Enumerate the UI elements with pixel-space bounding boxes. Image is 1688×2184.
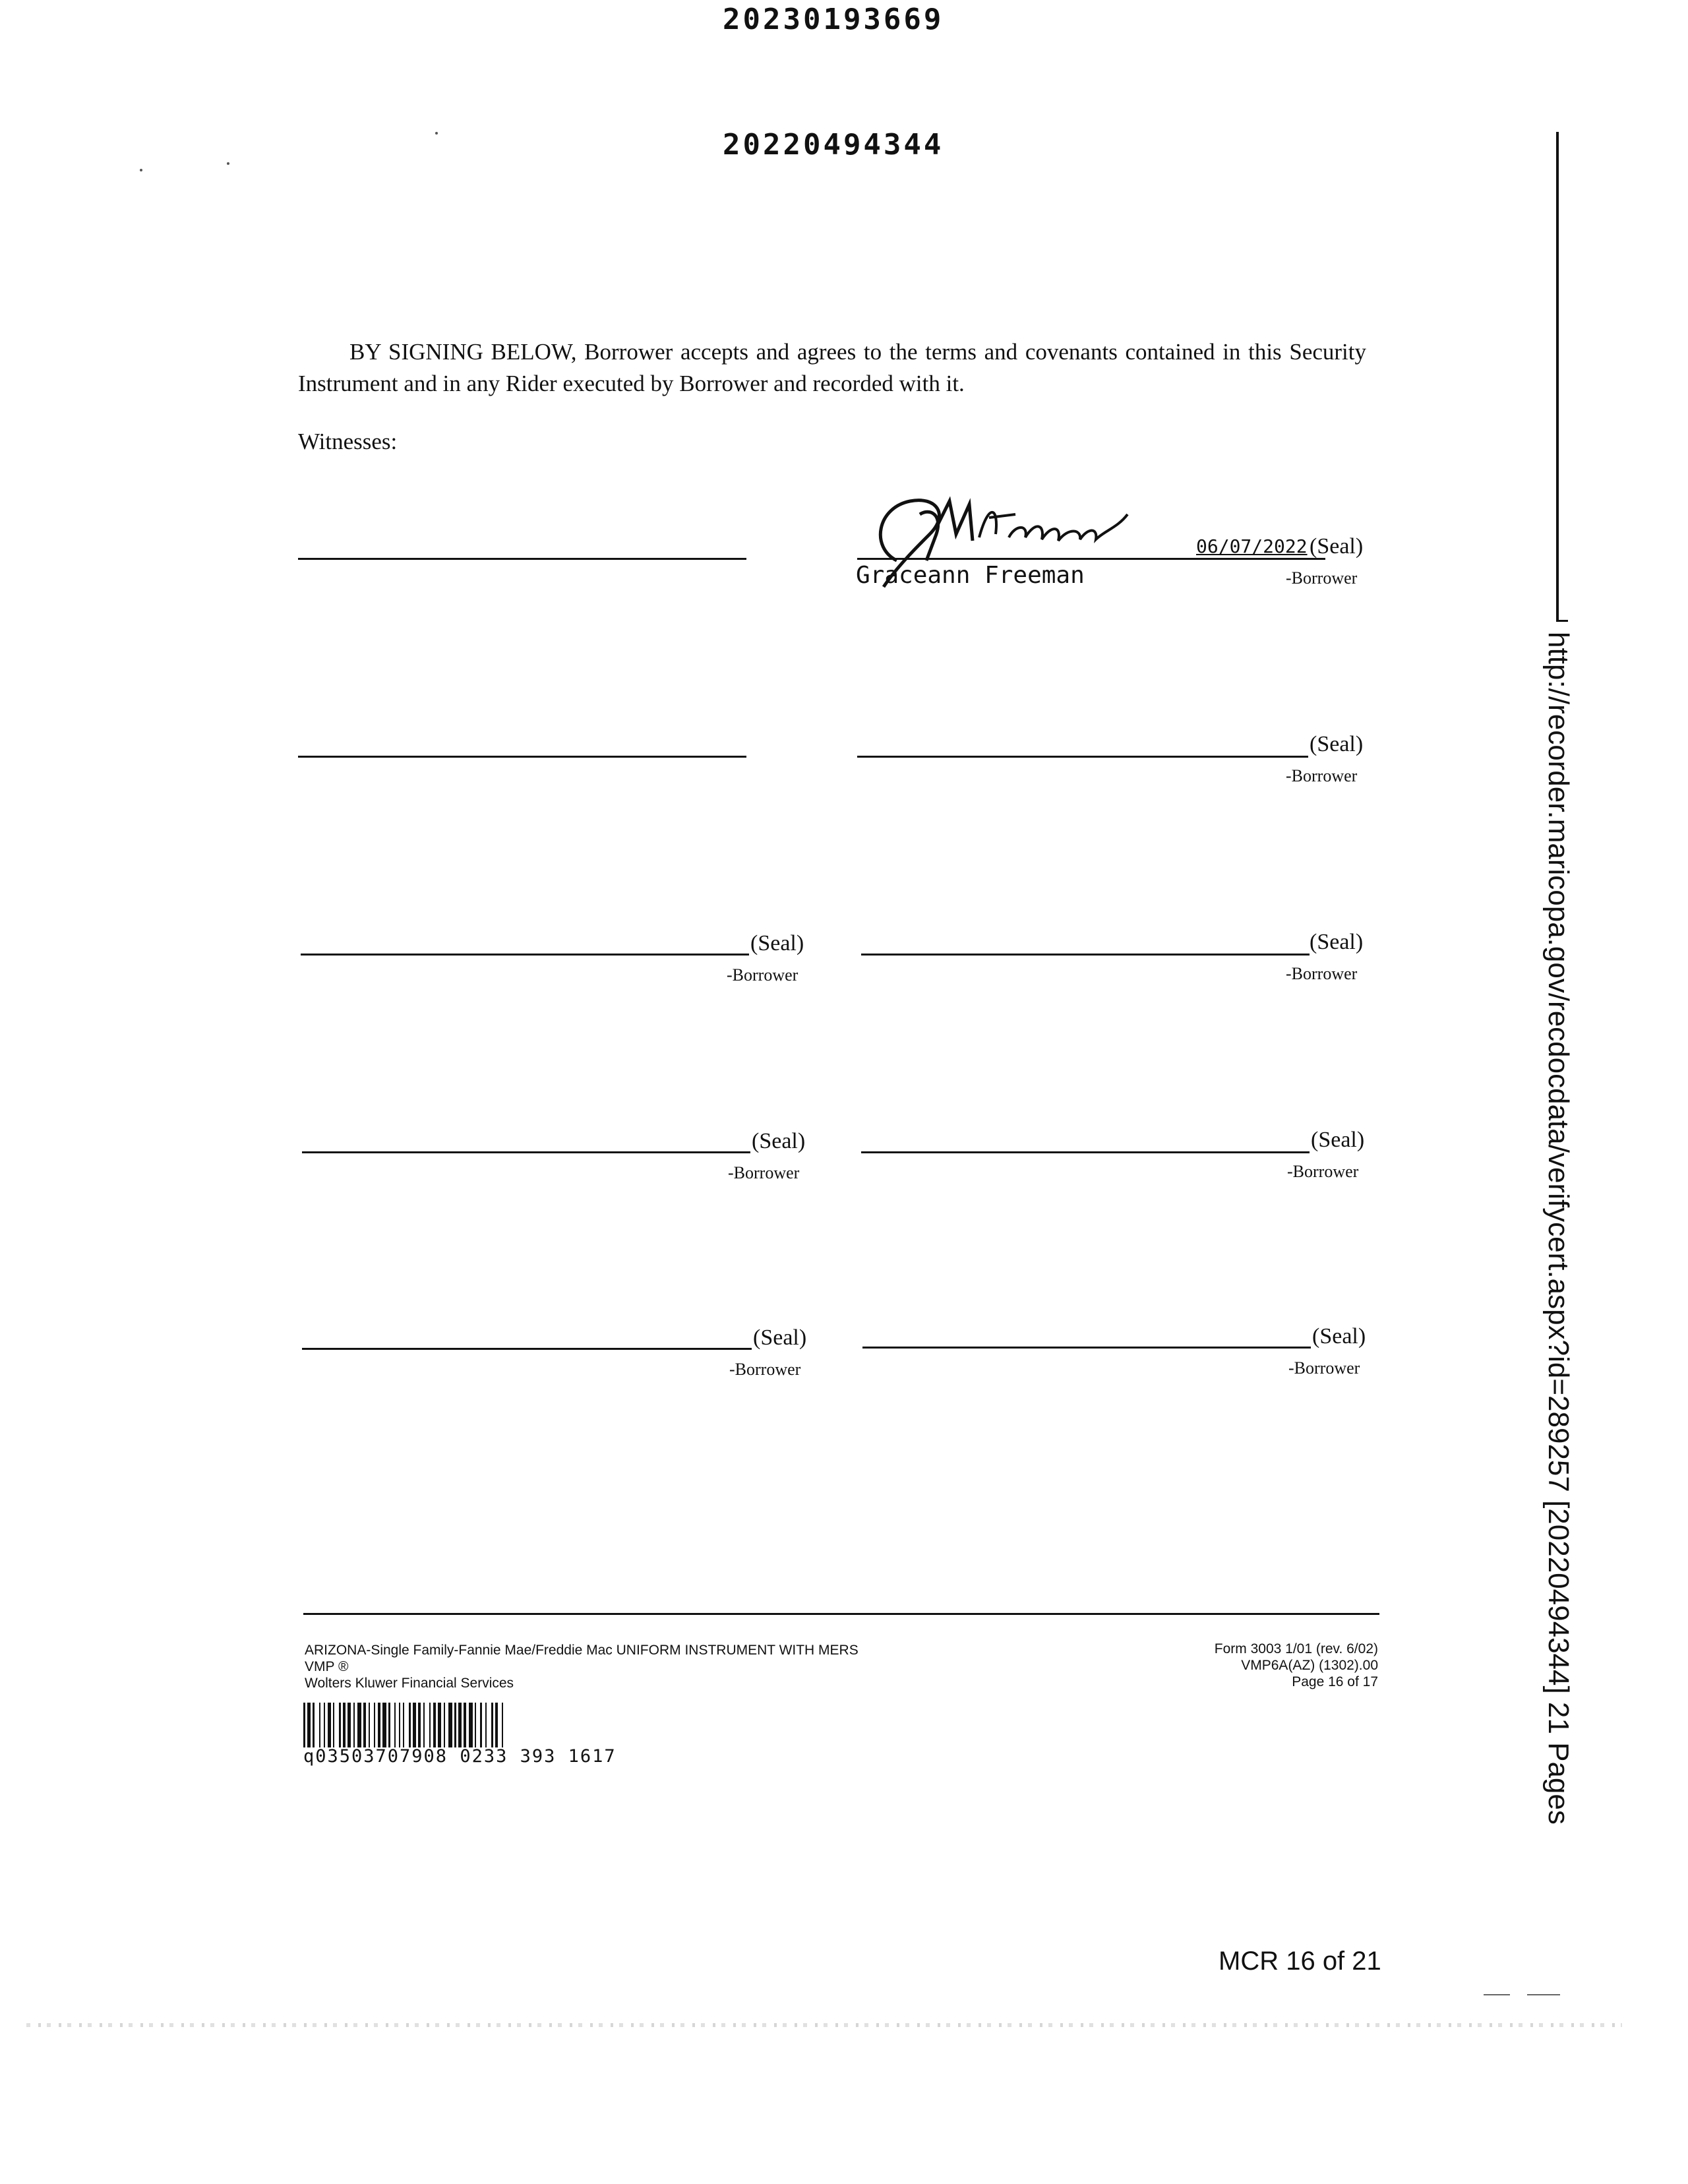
scan-speck [227, 162, 229, 165]
barcode-bar [458, 1703, 462, 1747]
barcode [303, 1703, 725, 1747]
barcode-bar [333, 1703, 334, 1747]
borrower-label: -Borrower [728, 1163, 800, 1182]
barcode-bar [303, 1703, 305, 1747]
scan-speck [140, 169, 142, 171]
borrower-signature-line-6 [861, 1151, 1310, 1153]
barcode-bar [388, 1703, 390, 1747]
barcode-bar [343, 1703, 346, 1747]
borrower-signature-line-1 [857, 558, 1325, 560]
borrower-signature-line-2 [857, 756, 1308, 758]
barcode-bar [502, 1703, 503, 1747]
side-verification-stamp: http://recorder.maricopa.gov/recdocdata/verifycert.aspx?id=289257 [20220494344] 21 Pages [1542, 632, 1575, 1825]
barcode-bar [324, 1703, 325, 1747]
seal-label: (Seal) [752, 1129, 806, 1153]
barcode-bar [495, 1703, 498, 1747]
barcode-bar [475, 1703, 476, 1747]
seal-label: (Seal) [750, 931, 804, 956]
borrower-label: -Borrower [727, 965, 799, 985]
barcode-bar [418, 1703, 421, 1747]
borrower-signature-line-8 [862, 1347, 1311, 1349]
witness-signature-line-1 [298, 558, 746, 560]
barcode-bar [374, 1703, 375, 1747]
barcode-bar [382, 1703, 386, 1747]
seal-label: (Seal) [1310, 534, 1364, 559]
barcode-bar [491, 1703, 493, 1747]
witness-signature-line-2 [298, 756, 746, 758]
form-code: VMP6A(AZ) (1302).00 [1241, 1658, 1378, 1673]
borrower-label: -Borrower [1288, 1358, 1360, 1378]
side-stamp-tick [1556, 620, 1568, 622]
signature-date: 06/07/2022 [1196, 535, 1308, 557]
form-info-right [1180, 1641, 1378, 1690]
page-of-form: Page 16 of 17 [1292, 1674, 1378, 1689]
barcode-bar [378, 1703, 380, 1747]
form-info-left [305, 1642, 859, 1691]
borrower-signature-line-7 [302, 1348, 752, 1350]
borrower-label: -Borrower [1286, 568, 1358, 588]
publisher: Wolters Kluwer Financial Services [305, 1676, 514, 1691]
barcode-bar [438, 1703, 441, 1747]
seal-label: (Seal) [1312, 1324, 1366, 1349]
barcode-bar [403, 1703, 404, 1747]
borrower-label: -Borrower [729, 1360, 801, 1379]
recording-number-second: 20220494344 [723, 128, 944, 162]
barcode-bar [394, 1703, 396, 1747]
seal-label: (Seal) [1310, 930, 1364, 954]
borrower-signature-line-3 [301, 954, 749, 956]
barcode-bar [469, 1703, 473, 1747]
vmp-mark: VMP ® [305, 1659, 349, 1674]
barcode-bars [303, 1703, 725, 1747]
form-title: ARIZONA-Single Family-Fannie Mae/Freddie Mac UNIFORM INSTRUMENT WITH MERS [305, 1643, 859, 1658]
acceptance-paragraph [298, 336, 1366, 400]
barcode-bar [409, 1703, 411, 1747]
borrower-label: -Borrower [1286, 766, 1358, 785]
barcode-bar [423, 1703, 425, 1747]
borrower-label: -Borrower [1287, 1162, 1359, 1181]
recording-number-top: 20230193669 [723, 3, 944, 36]
barcode-text: q03503707908 0233 393 1617 [303, 1746, 617, 1767]
barcode-bar [444, 1703, 445, 1747]
barcode-bar [347, 1703, 351, 1747]
witnesses-label: Witnesses: [298, 429, 398, 454]
seal-label: (Seal) [1310, 732, 1364, 756]
borrower-label: -Borrower [1286, 964, 1358, 983]
barcode-bar [485, 1703, 487, 1747]
seal-label: (Seal) [753, 1325, 807, 1350]
barcode-bar [454, 1703, 456, 1747]
form-number: Form 3003 1/01 (rev. 6/02) [1214, 1641, 1378, 1656]
barcode-bar [363, 1703, 366, 1747]
barcode-bar [369, 1703, 370, 1747]
acceptance-text: BY SIGNING BELOW, Borrower accepts and agrees to the terms and covenants contained in this Security Instrument and in any Rider executed by Borrower and recorded with it. [298, 339, 1366, 396]
borrower-name: Graceann Freeman [856, 562, 1085, 589]
barcode-bar [480, 1703, 482, 1747]
barcode-bar [319, 1703, 320, 1747]
footer-rule [303, 1613, 1379, 1615]
scan-noise-strip [26, 2023, 1622, 2027]
scan-mark [1484, 1994, 1510, 1995]
barcode-bar [413, 1703, 416, 1747]
borrower-signature-line-5 [302, 1151, 750, 1153]
mcr-page-number: MCR 16 of 21 [1219, 1947, 1381, 1976]
barcode-bar [328, 1703, 331, 1747]
barcode-bar [307, 1703, 311, 1747]
barcode-bar [464, 1703, 466, 1747]
barcode-bar [353, 1703, 355, 1747]
barcode-bar [433, 1703, 436, 1747]
barcode-bar [357, 1703, 361, 1747]
barcode-bar [339, 1703, 341, 1747]
barcode-bar [313, 1703, 315, 1747]
seal-label: (Seal) [1311, 1128, 1365, 1152]
side-stamp-rule [1556, 132, 1559, 620]
barcode-bar [448, 1703, 452, 1747]
scan-mark [1527, 1994, 1560, 1995]
barcode-bar [399, 1703, 400, 1747]
barcode-bar [429, 1703, 431, 1747]
borrower-signature-line-4 [861, 954, 1310, 956]
scan-speck [435, 132, 438, 135]
